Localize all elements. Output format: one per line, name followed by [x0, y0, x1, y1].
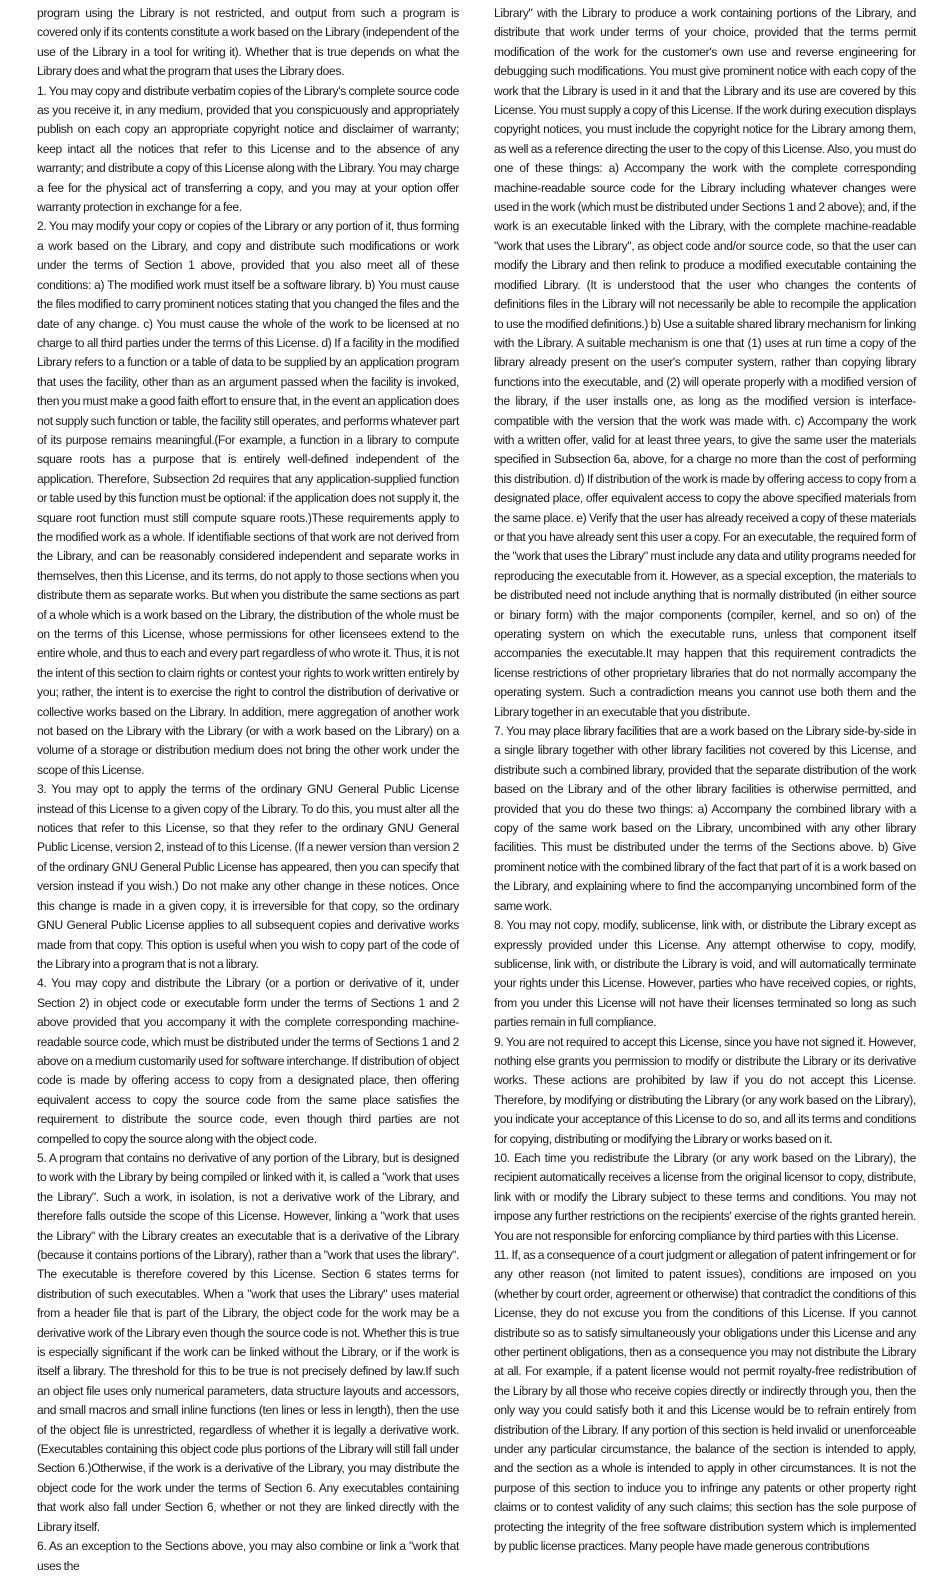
paragraph-section-6-start: 6. As an exception to the Sections above, you may also combine or link a "work that uses the	[37, 1539, 459, 1573]
paragraph-section-1: 1. You may copy and distribute verbatim copies of the Library's complete source code as you receive it, in any medium, provided that you conspicuously and appropriately publish on each copy an appropriate copyright notice and disclaimer of warranty; keep intact all the notices that refer to this License and to the absence of any warranty; and distribute a copy of this License along with the Library. You may charge a fee for the physical act of transferring a copy, and you may at your option offer warranty protection in exchange for a fee.	[37, 83, 459, 215]
right-column	[494, 4, 916, 1554]
paragraph-section-7: 7. You may place library facilities that are a work based on the Library side-by-side in a single library together with other library facilities not covered by this License, and distribute such a combined library, provided that the separate distribution of the work based on the Library and of the other library facilities is otherwise permitted, and provided that you do these two things: a) Accompany the combined library with a copy of the same work based on the Library, uncombined with any other library facilities. This must be distributed under the terms of the Sections above. b) Give prominent notice with the combined library of the fact that part of it is a work based on the Library, and explaining where to find the accompanying uncombined form of the same work.	[494, 724, 916, 913]
paragraph-section-5: 5. A program that contains no derivative of any portion of the Library, but is designed to work with the Library by being compiled or linked with it, is called a "work that uses the Library". Such a work, in isolation, is not a derivative work of the Library, and therefore falls outside the scope of this License. However, linking a "work that uses the Library" with the Library creates an executable that is a derivative of the Library (because it contains portions of the Library), rather than a "work that uses the library". The executable is therefore covered by this License. Section 6 states terms for distribution of such executables. When a "work that uses the Library" uses material from a header file that is part of the Library, the object code for the work may be a derivative work of the Library even though the source code is not. Whether this is true is especially significant if the work can be linked without the Library, or if the work is itself a library. The threshold for this to be true is not precisely defined by law.If such an object file uses only numerical parameters, data structure layouts and accessors, and small macros and small inline functions (ten lines or less in length), then the use of the object file is unrestricted, regardless of whether it is legally a derivative work. (Executables containing this object code plus portions of the Library will still fall under Section 6.)Otherwise, if the work is a derivative of the Library, you may distribute the object code for the work under the terms of Section 6. Any executables containing that work also fall under Section 6, whether or not they are linked directly with the Library itself.	[37, 1150, 459, 1534]
left-column	[37, 4, 459, 1573]
paragraph-section-11: 11. If, as a consequence of a court judgment or allegation of patent infringement or for any other reason (not limited to patent issues), conditions are imposed on you (whether by court order, agreement or otherwise) that contradict the conditions of this License, they do not excuse you from the conditions of this License. If you cannot distribute so as to satisfy simultaneously your obligations under this License and any other pertinent obligations, then as a consequence you may not distribute the Library at all. For example, if a patent license would not permit royalty-free redistribution of the Library by all those who receive copies directly or indirectly through you, then the only way you could satisfy both it and this License would be to refrain entirely from distribution of the Library. If any portion of this section is held invalid or unenforceable under any particular circumstance, the balance of the section is intended to apply, and the section as a whole is intended to apply in other circumstances. It is not the purpose of this section to induce you to infringe any patents or other property right claims or to contest validity of any such claims; this section has the sole purpose of protecting the integrity of the free software distribution system which is implemented by public license practices. Many people have made generous contributions	[494, 1248, 916, 1554]
paragraph-continuation: program using the Library is not restricted, and output from such a program is covered only if its contents constitute a work based on the Library (independent of the use of the Library in a tool for writing it). Whether that is true depends on what the Library does and what the program that uses the Library does.	[37, 6, 459, 79]
paragraph-section-8: 8. You may not copy, modify, sublicense, link with, or distribute the Library except as expressly provided under this License. Any attempt otherwise to copy, modify, sublicense, link with, or distribute the Library is void, and will automatically terminate your rights under this License. However, parties who have received copies, or rights, from you under this License will not have their licenses terminated so long as such parties remain in full compliance.	[494, 918, 916, 1030]
paragraph-section-4: 4. You may copy and distribute the Library (or a portion or derivative of it, under Section 2) in object code or executable form under the terms of Sections 1 and 2 above provided that you accompany it with the complete corresponding machine-readable source code, which must be distributed under the terms of Sections 1 and 2 above on a medium customarily used for software interchange. If distribution of object code is made by offering access to copy from a designated place, then offering equivalent access to copy the source code from the same place satisfies the requirement to distribute the source code, even though third parties are not compelled to copy the source along with the object code.	[37, 976, 459, 1146]
paragraph-section-9: 9. You are not required to accept this License, since you have not signed it. However, nothing else grants you permission to modify or distribute the Library or its derivative works. These actions are prohibited by law if you do not accept this License. Therefore, by modifying or distributing the Library (or any work based on the Library), you indicate your acceptance of this License to do so, and all its terms and conditions for copying, distributing or modifying the Library or works based on it.	[494, 1034, 916, 1146]
paragraph-section-3: 3. You may opt to apply the terms of the ordinary GNU General Public License instead of this License to a given copy of the Library. To do this, you must alter all the notices that refer to this License, so that they refer to the ordinary GNU General Public License, version 2, instead of to this License. (If a newer version than version 2 of the ordinary GNU General Public License has appeared, then you can specify that version instead if you wish.) Do not make any other change in these notices. Once this change is made in a given copy, it is irreversible for that copy, so the ordinary GNU General Public License applies to all subsequent copies and derivative works made from that copy. This option is useful when you wish to copy part of the code of the Library into a program that is not a library.	[37, 782, 459, 971]
paragraph-section-10: 10. Each time you redistribute the Library (or any work based on the Library), the recipient automatically receives a license from the original licensor to copy, distribute, link with or modify the Library subject to these terms and conditions. You may not impose any further restrictions on the recipients' exercise of the rights granted herein. You are not responsible for enforcing compliance by third parties with this License.	[494, 1150, 916, 1243]
paragraph-section-6-continued: Library" with the Library to produce a work containing portions of the Library, and distribute that work under terms of your choice, provided that the terms permit modification of the work for the customer's own use and reverse engineering for debugging such modifications. You must give prominent notice with each copy of the work that the Library is used in it and that the Library and its use are covered by this License. You must supply a copy of this License. If the work during execution displays copyright notices, you must include the copyright notice for the Library among them, as well as a reference directing the user to the copy of this License. Also, you must do one of these things: a) Accompany the work with the complete corresponding machine-readable source code for the Library including whatever changes were used in the work (which must be distributed under Sections 1 and 2 above); and, if the work is an executable linked with the Library, with the complete machine-readable "work that uses the Library", as object code and/or source code, so that the user can modify the Library and then relink to produce a modified executable containing the modified Library. (It is understood that the user who changes the contents of definitions files in the Library will not necessarily be able to recompile the application to use the modified definitions.) b) Use a suitable shared library mechanism for linking with the Library. A suitable mechanism is one that (1) uses at run time a copy of the library already present on the user's computer system, rather than copying library functions into the executable, and (2) will operate properly with a modified version of the library, if the user installs one, as long as the modified version is interface-compatible with the version that the work was made with. c) Accompany the work with a written offer, valid for at least three years, to give the same user the materials specified in Subsection 6a, above, for a charge no more than the cost of performing this distribution. d) If distribution of the work is made by offering access to copy from a designated place, offer equivalent access to copy the above specified materials from the same place. e) Verify that the user has already received a copy of these materials or that you have already sent this user a copy. For an executable, the required form of the "work that uses the Library" must include any data and utility programs needed for reproducing the executable from it. However, as a special exception, the materials to be distributed need not include anything that is normally distributed (in either source or binary form) with the major components (compiler, kernel, and so on) of the operating system on which the executable runs, unless that component itself accompanies the executable.It may happen that this requirement contradicts the license restrictions of other proprietary libraries that do not normally accompany the operating system. Such a contradiction means you cannot use both them and the Library together in an executable that you distribute.	[494, 6, 916, 719]
paragraph-section-2: 2. You may modify your copy or copies of the Library or any portion of it, thus forming a work based on the Library, and copy and distribute such modifications or work under the terms of Section 1 above, provided that you also meet all of these conditions: a) The modified work must itself be a software library. b) You must cause the files modified to carry prominent notices stating that you changed the files and the date of any change. c) You must cause the whole of the work to be licensed at no charge to all third parties under the terms of this License. d) If a facility in the modified Library refers to a function or a table of data to be supplied by an application program that uses the facility, other than as an argument passed when the facility is invoked, then you must make a good faith effort to ensure that, in the event an application does not supply such function or table, the facility still operates, and performs whatever part of its purpose remains meaningful.(For example, a function in a library to compute square roots has a purpose that is entirely well-defined independent of the application. Therefore, Subsection 2d requires that any application-supplied function or table used by this function must be optional: if the application does not supply it, the square root function must still compute square roots.)These requirements apply to the modified work as a whole. If identifiable sections of that work are not derived from the Library, and can be reasonably considered independent and separate works in themselves, then this License, and its terms, do not apply to those sections when you distribute them as separate works. But when you distribute the same sections as part of a whole which is a work based on the Library, the distribution of the whole must be on the terms of this License, whose permissions for other licensees extend to the entire whole, and thus to each and every part regardless of who wrote it. Thus, it is not the intent of this section to claim rights or contest your rights to work written entirely by you; rather, the intent is to exercise the right to control the distribution of derivative or collective works based on the Library. In addition, mere aggregation of another work not based on the Library with the Library (or with a work based on the Library) on a volume of a storage or distribution medium does not bring the other work under the scope of this License.	[37, 219, 459, 777]
